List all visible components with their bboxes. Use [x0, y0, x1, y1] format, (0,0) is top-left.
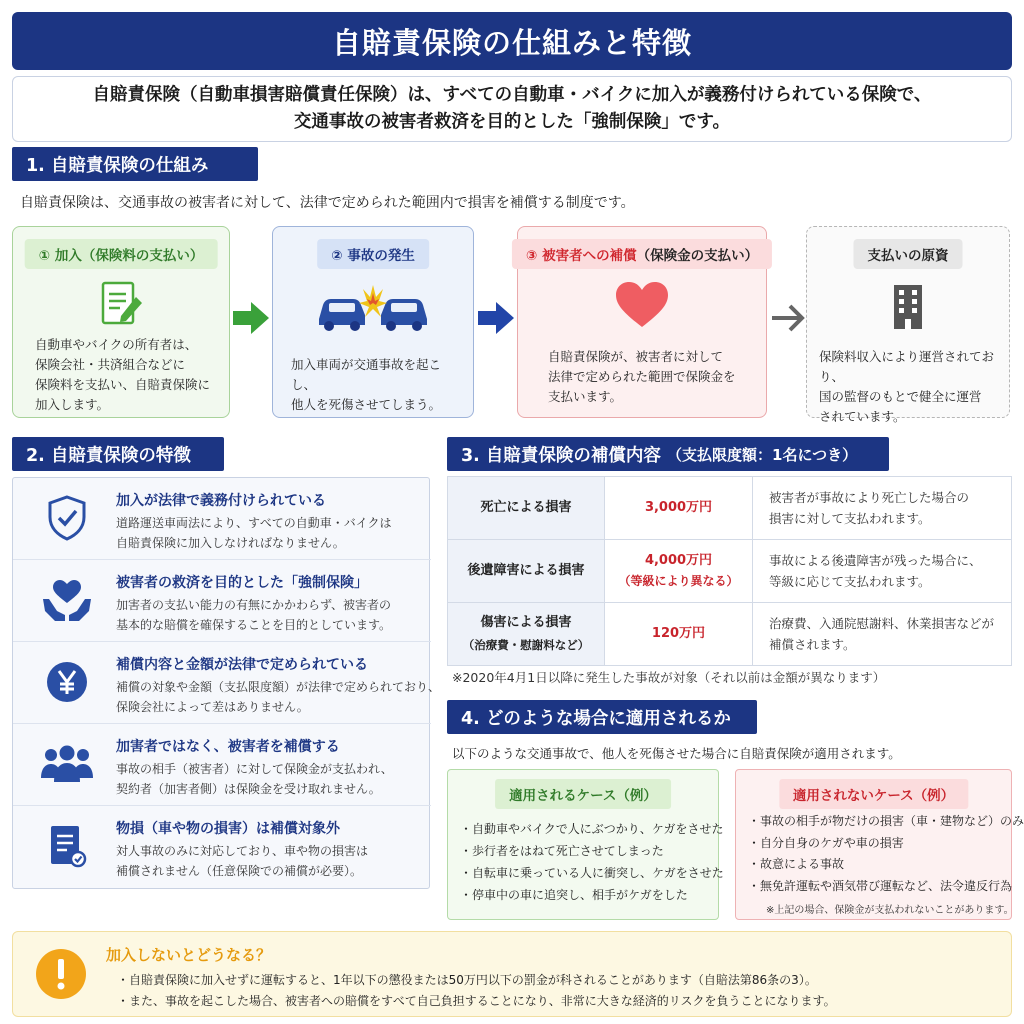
- intro-box: [12, 76, 1012, 142]
- step-text: 自賠責保険が、被害者に対して: [548, 349, 724, 364]
- warning-line: ・また、事故を起こした場合、被害者への賠償をすべて自己負担することになり、非常に大きな経済的リスクを負うことになります。: [117, 994, 836, 1008]
- list-item: ・ 自動車やバイクで人にぶつかり、ケガをさせた: [460, 818, 724, 840]
- feature-title: 加入が法律で義務付けられている: [116, 493, 326, 509]
- feature-item: [13, 806, 431, 888]
- heart-icon: [518, 279, 766, 335]
- shield-check-icon: [39, 492, 95, 544]
- intro-line-1: 自賠責保険（自動車損害賠償責任保険）は、すべての自動車・バイクに加入が義務付けられている保険で、: [92, 85, 932, 105]
- feature-item: [13, 642, 441, 724]
- list-item: ・ 故意による事故: [748, 854, 1024, 876]
- not-applied-cases-box: [735, 769, 1024, 920]
- coverage-note: 治療費、入通院慰謝料、休業損害などが 補償されます。: [753, 603, 1012, 666]
- limit-amount: 120万円: [605, 603, 753, 666]
- features-list: [12, 477, 441, 889]
- table-row: [448, 477, 1012, 540]
- step-text: されています。: [819, 409, 906, 424]
- car-collision-icon: [273, 279, 473, 335]
- step-text: 他人を死傷させてしまう。: [291, 397, 442, 412]
- step-label: ③ 被害者への補償（保険金の支払い）: [512, 239, 772, 269]
- intro-line-2: 交通事故の被害者救済を目的とした「強制保険」です。: [293, 112, 731, 132]
- table-row: [448, 603, 1012, 666]
- step-text: 保険料収入により運営されており、: [819, 349, 995, 384]
- step-text: 加入車両が交通事故を起こし、: [291, 357, 442, 392]
- step-text: 国の監督のもとで健全に運営: [819, 389, 982, 404]
- exclamation-icon: [35, 948, 87, 1004]
- feature-desc: 事故の相手（被害者）に対して保険金が支払われ、 契約者（加害者側）は保険金を受け取れません。: [116, 762, 393, 796]
- feature-title: 物損（車や物の損害）は補償対象外: [116, 821, 340, 837]
- arrow-right-icon: [231, 298, 271, 342]
- step-label: ① 加入（保険料の支払い）: [25, 239, 218, 269]
- list-item: ・ 歩行者をはねて死亡させてしまった: [460, 840, 724, 862]
- applied-cases-list: [460, 818, 724, 906]
- feature-desc: 加害者の支払い能力の有無にかかわらず、被害者の 基本的な賠償を確保することを目的としています。: [116, 598, 392, 632]
- section-3-heading: 3. 自賠責保険の補償内容 （支払限度額：1名につき）: [447, 437, 889, 471]
- limit-amount: 4,000万円 （等級により異なる）: [605, 540, 753, 603]
- section-2-heading: 2. 自賠責保険の特徴: [12, 437, 224, 471]
- table-row: [448, 540, 1012, 603]
- not-applied-cases-label: 適用されないケース（例）: [779, 779, 968, 809]
- step-text: 自動車やバイクの所有者は、: [35, 337, 198, 352]
- warning-title: 加入しないとどうなる？: [106, 946, 272, 964]
- building-icon: [807, 279, 1009, 335]
- feature-title: 補償内容と金額が法律で定められている: [116, 657, 368, 673]
- checklist-icon: [39, 820, 95, 872]
- feature-desc: 補償の対象や金額（支払限度額）が法律で定められており、 保険会社によって差はありません。: [116, 680, 441, 714]
- flow-step-accident: [272, 226, 474, 418]
- section-1-heading: 1. 自賠責保険の仕組み: [12, 147, 258, 181]
- coverage-note: 被害者が事故により死亡した場合の 損害に対して支払われます。: [753, 477, 1012, 540]
- list-item: ・ 自転車に乗っている人に衝突し、ケガをさせた: [460, 862, 724, 884]
- feature-title: 被害者の救済を目的とした「強制保険」: [116, 575, 368, 591]
- coverage-note: 事故による後遺障害が残った場合に、 等級に応じて支払われます。: [753, 540, 1012, 603]
- step-text: 保険料を支払い、自賠責保険に: [35, 377, 211, 392]
- not-applied-footnote: ※上記の場合、保険金が支払われないことがあります。: [766, 905, 1014, 916]
- yen-icon: [39, 656, 95, 708]
- arrow-right-icon: [476, 298, 516, 342]
- applied-cases-box: [447, 769, 724, 920]
- warning-line: ・自賠責保険に加入せずに運転すると、1年以下の懲役または50万円以下の罰金が科されることがあります（自賠法第86条の3）。: [117, 973, 817, 987]
- flow-step-enroll: [12, 226, 230, 418]
- list-item: ・ 無免許運転や酒気帯び運転など、法令違反行為: [748, 876, 1024, 898]
- page-title: 自賠責保険の仕組みと特徴: [12, 12, 1012, 70]
- coverage-footnote: ※2020年4月1日以降に発生した事故が対象（それ以前は金額が異なります）: [452, 670, 886, 685]
- section-4-description: 以下のような交通事故で、他人を死傷させた場合に自賠責保険が適用されます。: [452, 746, 901, 761]
- heart-hands-icon: [39, 574, 95, 626]
- limit-amount: 3,000万円: [605, 477, 753, 540]
- feature-desc: 対人事故のみに対応しており、車や物の損害は 補償されません（任意保険での補償が必要）。: [116, 844, 369, 878]
- list-item: ・ 事故の相手が物だけの損害（車・建物など）のみ: [748, 811, 1024, 833]
- feature-desc: 道路運送車両法により、すべての自動車・バイクは 自賠責保険に加入しなければなりません。: [116, 516, 392, 550]
- step-text: 支払います。: [548, 389, 623, 404]
- step-label: 支払いの原資: [854, 239, 963, 269]
- section-4-heading: 4. どのような場合に適用されるか: [447, 700, 757, 734]
- damage-type: 死亡による損害: [448, 477, 605, 540]
- section-1-description: 自賠責保険は、交通事故の被害者に対して、法律で定められた範囲内で損害を補償する制度です。: [20, 195, 635, 211]
- damage-type: 後遺障害による損害: [448, 540, 605, 603]
- flow-step-funding: [806, 226, 1010, 424]
- step-text: 法律で定められた範囲で保険金を: [548, 369, 736, 384]
- people-icon: [39, 738, 95, 790]
- flow-step-compensation: [517, 226, 767, 418]
- feature-item: [13, 478, 431, 560]
- feature-item: [13, 724, 431, 806]
- step-text: 加入します。: [35, 397, 110, 412]
- coverage-table: [447, 476, 1012, 666]
- warning-box: [12, 931, 1012, 1017]
- document-pen-icon: [13, 279, 229, 335]
- feature-title: 加害者ではなく、被害者を補償する: [116, 739, 340, 755]
- applied-cases-label: 適用されるケース（例）: [495, 779, 671, 809]
- list-item: ・ 自分自身のケガや車の損害: [748, 833, 1024, 855]
- arrow-right-icon: [768, 298, 808, 342]
- not-applied-cases-list: [748, 811, 1024, 897]
- feature-item: [13, 560, 431, 642]
- list-item: ・ 停車中の車に追突し、相手がケガをした: [460, 884, 724, 906]
- step-text: 保険会社・共済組合などに: [35, 357, 186, 372]
- step-label: ② 事故の発生: [317, 239, 429, 269]
- damage-type: 傷害による損害 （治療費・慰謝料など）: [448, 603, 605, 666]
